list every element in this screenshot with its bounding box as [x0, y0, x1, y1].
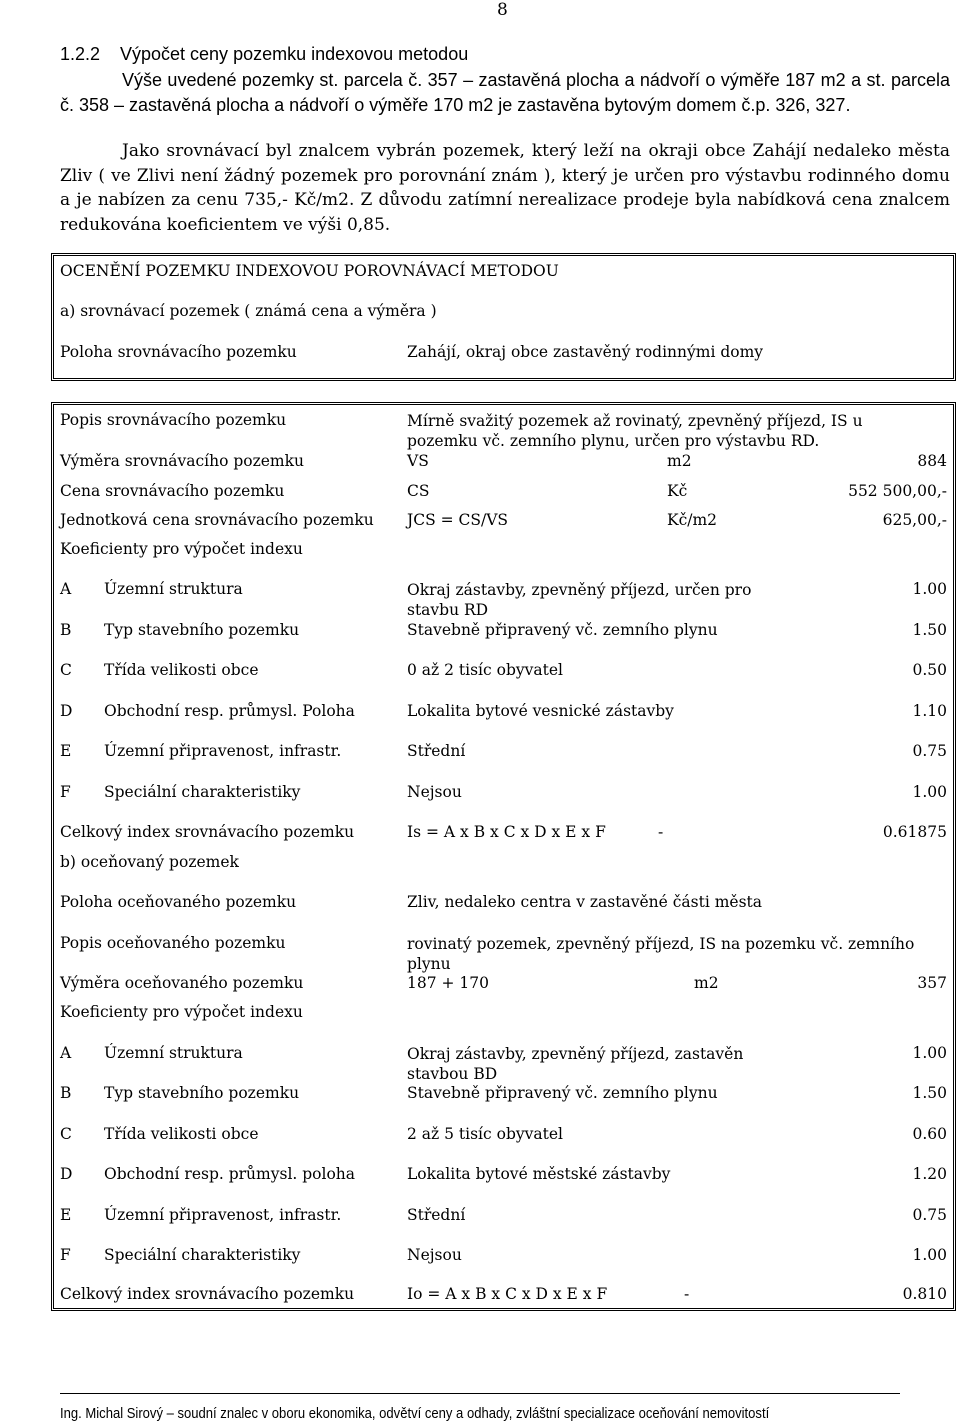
method-paragraph: Jako srovnávací byl znalcem vybrán pozemek, který leží na okraji obce Zahájí nedaleko města Zliv ( ve Zlivi není žádný pozemek pro porovnání znám ), který je určen pro výstavbu rodinného domu a je nabízen za cenu 735,- Kč/m2. Z důvodu zatímní nerealizace prodeje byla nabídková cena znalcem redukována koeficientem ve výši 0,85. [60, 141, 950, 235]
coef-code: B [60, 1084, 72, 1102]
comparison-area-unit: m2 [667, 452, 692, 470]
coef-code: D [60, 702, 73, 720]
valued-total-label: Celkový index srovnávacího pozemku [60, 1285, 355, 1303]
comparison-header-box [51, 253, 956, 381]
coef-code: A [60, 580, 72, 598]
valued-area-formula: 187 + 170 [407, 974, 490, 992]
page-number: 8 [497, 0, 508, 20]
coef-value: 0.50 [912, 661, 947, 679]
valued-description-label: Popis oceňovaného pozemku [60, 934, 286, 952]
section-title: Výpočet ceny pozemku indexovou metodou [120, 44, 469, 64]
valued-description-value: rovinatý pozemek, zpevněný příjezd, IS na pozemku vč. zemního plynu [407, 935, 915, 973]
comparison-price-label: Cena srovnávacího pozemku [60, 482, 285, 500]
coef-name: Třída velikosti obce [104, 1125, 259, 1143]
coef-value: 0.75 [912, 742, 947, 760]
comparison-location-label: Poloha srovnávacího pozemku [60, 343, 297, 361]
section-heading [60, 44, 468, 65]
coef-desc: Stavebně připravený vč. zemního plynu [407, 621, 718, 639]
coef-value: 1.10 [912, 702, 947, 720]
coef-desc: Lokalita bytové vesnické zástavby [407, 702, 674, 720]
comparison-total-label: Celkový index srovnávacího pozemku [60, 823, 355, 841]
coef-desc: Okraj zástavby, zpevněný příjezd, zastavěn stavbou BD [407, 1045, 744, 1083]
comparison-price-value: 552 500,00,- [848, 482, 947, 500]
valued-total-value: 0.810 [902, 1285, 947, 1303]
comparison-unit-price-symbol: JCS = CS/VS [407, 511, 509, 529]
coef-desc: Stavebně připravený vč. zemního plynu [407, 1084, 718, 1102]
coef-code: E [60, 742, 72, 760]
coef-name: Územní připravenost, infrastr. [104, 1206, 342, 1224]
coef-name: Typ stavebního pozemku [104, 621, 300, 639]
coef-value: 1.00 [912, 1246, 947, 1264]
comparison-area-value: 884 [917, 452, 947, 470]
coef-name: Územní struktura [104, 580, 243, 598]
comparison-price-symbol: CS [407, 482, 430, 500]
coef-value: 1.00 [912, 1044, 947, 1062]
coef-desc: Střední [407, 742, 466, 760]
comparison-price-unit: Kč [667, 482, 688, 500]
coef-code: A [60, 1044, 72, 1062]
coef-value: 0.60 [912, 1125, 947, 1143]
valued-total-formula: Io = A x B x C x D x E x F [407, 1285, 608, 1303]
valued-location-value: Zliv, nedaleko centra v zastavěné části města [407, 893, 763, 911]
coef-name: Obchodní resp. průmysl. poloha [104, 1165, 356, 1183]
coef-value: 1.00 [912, 580, 947, 598]
comparison-area-symbol: VS [407, 452, 429, 470]
coef-value: 1.50 [912, 1084, 947, 1102]
section-number: 1.2.2 [60, 44, 101, 64]
coef-name: Obchodní resp. průmysl. Poloha [104, 702, 355, 720]
comparison-unit-price-value: 625,00,- [882, 511, 947, 529]
box-title: OCENĚNÍ POZEMKU INDEXOVOU POROVNÁVACÍ METODOU [60, 262, 559, 280]
footer-text: Ing. Michal Sirový – soudní znalec v oboru ekonomika, odvětví ceny a odhady, zvláštní specializace oceňování nemovitostí [60, 1405, 770, 1422]
coef-name: Územní připravenost, infrastr. [104, 742, 342, 760]
coef-code: C [60, 1125, 72, 1143]
valued-area-unit: m2 [694, 974, 719, 992]
comparison-coef-label: Koeficienty pro výpočet indexu [60, 540, 303, 558]
coef-desc: Lokalita bytové městské zástavby [407, 1165, 671, 1183]
comparison-subtitle: a) srovnávací pozemek ( známá cena a výměra ) [60, 302, 437, 320]
comparison-unit-price-label: Jednotková cena srovnávacího pozemku [60, 511, 374, 529]
coef-desc: Střední [407, 1206, 466, 1224]
coef-code: B [60, 621, 72, 639]
comparison-unit-price-unit: Kč/m2 [667, 511, 718, 529]
coef-code: D [60, 1165, 73, 1183]
coef-code: E [60, 1206, 72, 1224]
coef-desc: 2 až 5 tisíc obyvatel [407, 1125, 563, 1143]
coef-name: Územní struktura [104, 1044, 243, 1062]
comparison-total-dash: - [658, 823, 664, 841]
coef-desc: Nejsou [407, 783, 462, 801]
comparison-area-label: Výměra srovnávacího pozemku [60, 452, 304, 470]
footer-divider [60, 1393, 900, 1394]
valued-location-label: Poloha oceňovaného pozemku [60, 893, 297, 911]
valued-coef-label: Koeficienty pro výpočet indexu [60, 1003, 303, 1021]
comparison-description-value: Mírně svažitý pozemek až rovinatý, zpevněný příjezd, IS u pozemku vč. zemního plynu, určen pro výstavbu RD. [407, 412, 863, 450]
coef-name: Třída velikosti obce [104, 661, 259, 679]
coef-desc: Nejsou [407, 1246, 462, 1264]
coef-name: Speciální charakteristiky [104, 1246, 301, 1264]
valued-subtitle: b) oceňovaný pozemek [60, 853, 239, 871]
coef-value: 0.75 [912, 1206, 947, 1224]
coef-code: C [60, 661, 72, 679]
intro-paragraph: Výše uvedené pozemky st. parcela č. 357 – zastavěná plocha a nádvoří o výměře 187 m2 a st. parcela č. 358 – zastavěná plocha a nádvoří o výměře 170 m2 je zastavěna bytovým domem č.p. 326, 327. [60, 70, 950, 115]
comparison-location-value: Zahájí, okraj obce zastavěný rodinnými domy [407, 343, 764, 361]
valued-total-dash: - [684, 1285, 690, 1303]
comparison-description-label: Popis srovnávacího pozemku [60, 411, 287, 429]
valuation-table [51, 402, 956, 1311]
comparison-total-value: 0.61875 [882, 823, 947, 841]
valued-area-label: Výměra oceňovaného pozemku [60, 974, 304, 992]
valued-area-value: 357 [917, 974, 947, 992]
coef-code: F [60, 783, 71, 801]
coef-value: 1.50 [912, 621, 947, 639]
comparison-total-formula: Is = A x B x C x D x E x F [407, 823, 606, 841]
coef-code: F [60, 1246, 71, 1264]
coef-value: 1.20 [912, 1165, 947, 1183]
coef-desc: 0 až 2 tisíc obyvatel [407, 661, 563, 679]
coef-desc: Okraj zástavby, zpevněný příjezd, určen pro stavbu RD [407, 581, 752, 619]
coef-name: Typ stavebního pozemku [104, 1084, 300, 1102]
coef-name: Speciální charakteristiky [104, 783, 301, 801]
coef-value: 1.00 [912, 783, 947, 801]
